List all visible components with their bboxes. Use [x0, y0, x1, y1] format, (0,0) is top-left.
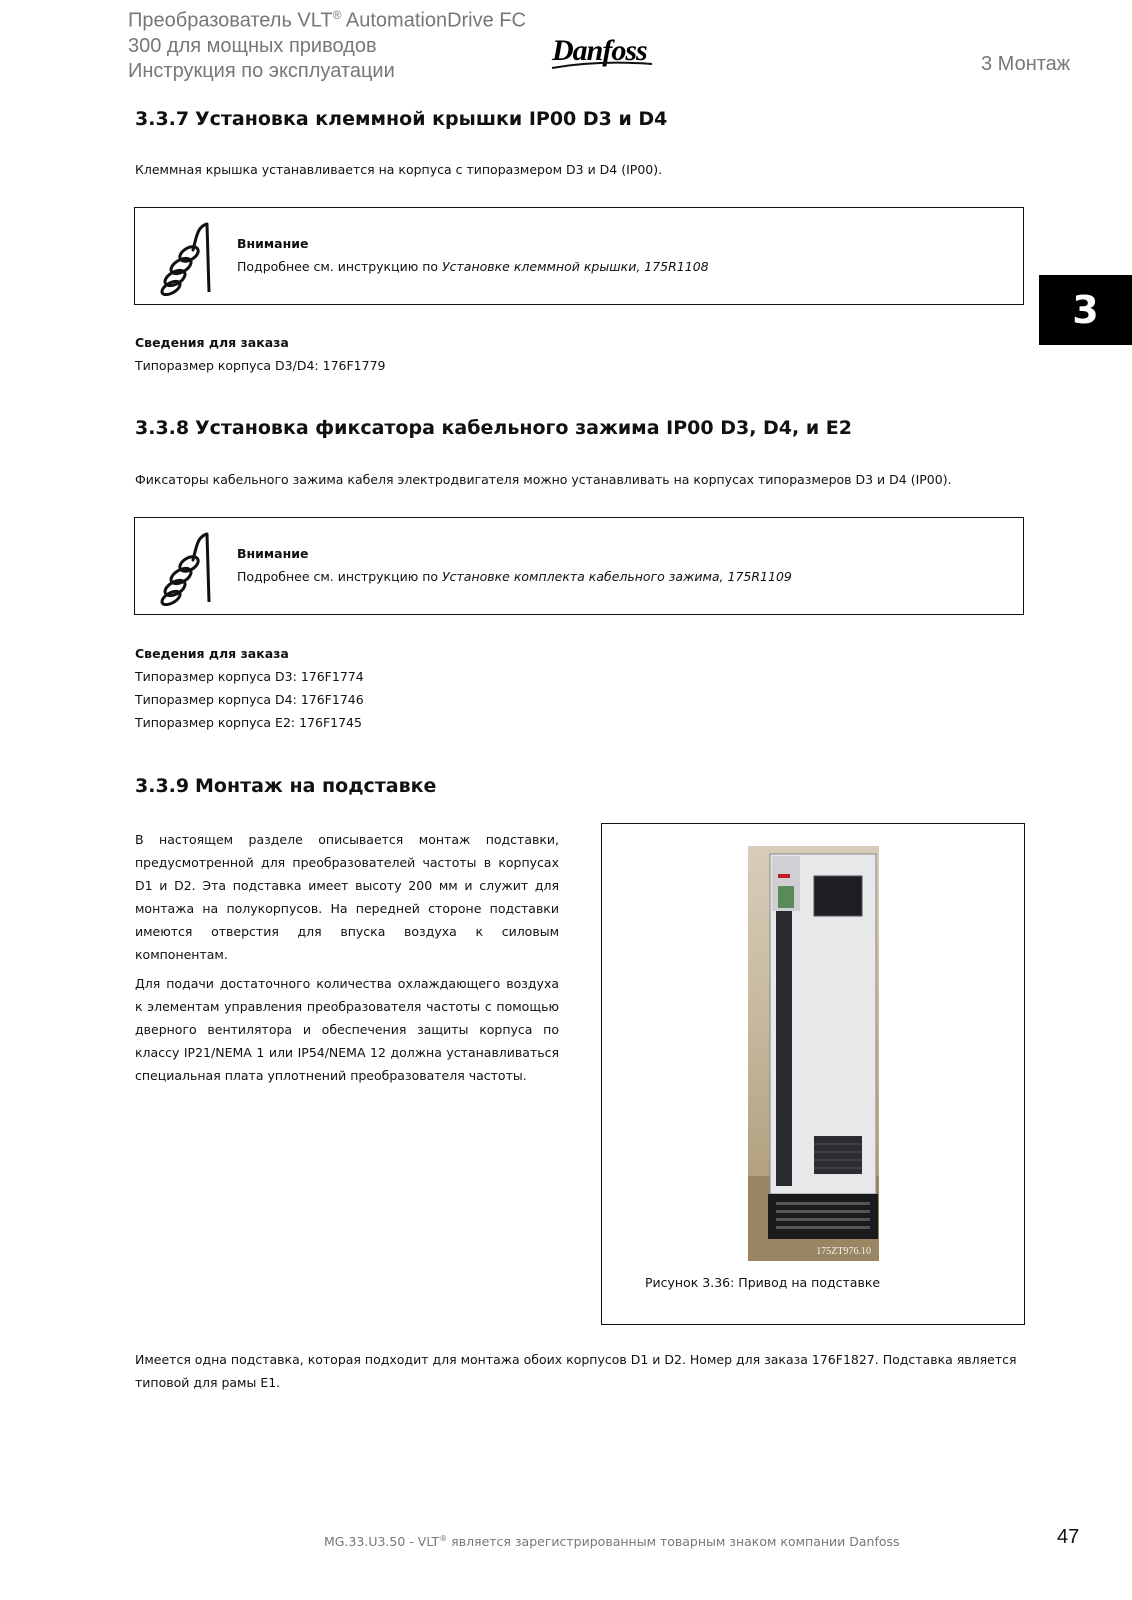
hand-pointing-icon: [155, 220, 217, 300]
note-box: [134, 207, 1024, 305]
note-body: Подробнее см. инструкцию по Установке комплекта кабельного зажима, 175R1109: [237, 569, 792, 584]
logo-text: Danfoss: [552, 34, 647, 67]
section-title: Установка клеммной крышки IP00 D3 и D4: [195, 108, 668, 130]
figure-photo: [748, 846, 879, 1261]
section-intro: Клеммная крышка устанавливается на корпуса с типоразмером D3 и D4 (IP00).: [135, 162, 663, 177]
note-title: Внимание: [237, 236, 309, 251]
header-section: 3 Монтаж: [981, 53, 1071, 75]
section-title: Установка фиксатора кабельного зажима IP00 D3, D4, и E2: [195, 417, 852, 439]
order-line: Типоразмер корпуса D3: 176F1774: [135, 669, 364, 684]
note-body: Подробнее см. инструкцию по Установке клеммной крышки, 175R1108: [237, 259, 709, 274]
order-line: Типоразмер корпуса D4: 176F1746: [135, 692, 364, 707]
figure-caption: Рисунок 3.36: Привод на подставке: [645, 1275, 881, 1290]
section-number: 3.3.9: [135, 775, 190, 797]
paragraph: Для подачи достаточного количества охлаждающего воздуха к элементам управления преобразователя частоты с помощью дверного вентилятора и обеспечения защиты корпуса по классу IP21/NEMA 1 или IP54/NEMA 12 должна устанавливаться специальная плата уплотнений преобразователя частоты.: [135, 976, 559, 1083]
order-line: Типоразмер корпуса E2: 176F1745: [135, 715, 362, 730]
note-reference: Установке комплекта кабельного зажима, 175R1109: [442, 569, 792, 584]
chapter-tab: 3: [1039, 275, 1132, 345]
header-title-line1: Преобразователь VLT® AutomationDrive FC: [128, 8, 526, 32]
order-title: Сведения для заказа: [135, 646, 289, 661]
section-intro: Фиксаторы кабельного зажима кабеля электродвигателя можно устанавливать на корпусах типоразмеров D3 и D4 (IP00).: [135, 472, 952, 487]
header-title: [128, 3, 526, 84]
note-box: [134, 517, 1024, 615]
section-heading-3-3-8: [135, 417, 852, 439]
note-title: Внимание: [237, 546, 309, 561]
closing-paragraph: Имеется одна подставка, которая подходит для монтажа обоих корпусов D1 и D2. Номер для заказа 176F1827. Подставка является типовой для рамы E1.: [135, 1352, 1017, 1390]
note-reference: Установке клеммной крышки, 175R1108: [442, 259, 709, 274]
section-title: Монтаж на подставке: [195, 775, 437, 797]
footer-text: MG.33.U3.50 - VLT® является зарегистрированным товарным знаком компании Danfoss: [324, 1534, 900, 1550]
section-heading-3-3-9: [135, 775, 436, 797]
header-title-line3: Инструкция по эксплуатации: [128, 59, 395, 82]
danfoss-logo-icon: [548, 30, 656, 78]
header-title-line2: 300 для мощных приводов: [128, 34, 377, 57]
figure-box: [601, 823, 1025, 1325]
section-number: 3.3.7: [135, 108, 190, 130]
order-title: Сведения для заказа: [135, 335, 289, 350]
figure-code: 175ZT976.10: [816, 1246, 871, 1257]
section-number: 3.3.8: [135, 417, 190, 439]
hand-pointing-icon: [155, 530, 217, 610]
page-number: 47: [1057, 1526, 1080, 1548]
section-heading-3-3-7: [135, 108, 667, 130]
paragraph: В настоящем разделе описывается монтаж подставки, предусмотренной для преобразователей частоты в корпусах D1 и D2. Эта подставка имеет высоту 200 мм и служит для монтажа на полукорпусов. На передней стороне подставки имеются отверстия для впуска воздуха к силовым компонентам.: [135, 832, 559, 962]
order-line: Типоразмер корпуса D3/D4: 176F1779: [135, 358, 386, 373]
